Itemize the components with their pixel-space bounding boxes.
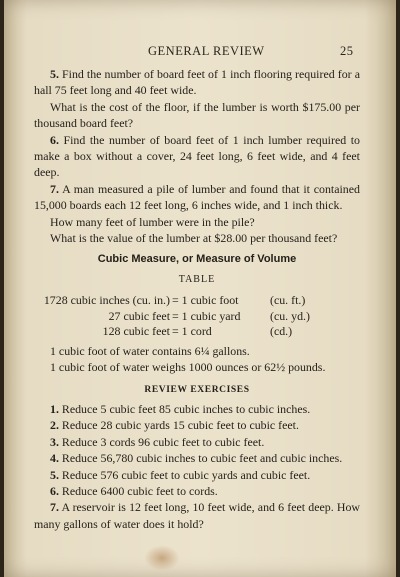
table-cell-left: 1728 cubic inches (cu. in.) xyxy=(43,293,170,308)
table-cell-left: 128 cubic feet xyxy=(102,324,170,339)
exercise-text: Reduce 5 cubic feet 85 cubic inches to cubic inches. xyxy=(61,402,311,416)
exercise-number: 6. xyxy=(50,484,59,499)
table-cell-left: 27 cubic feet xyxy=(108,308,170,323)
header-title: GENERAL REVIEW xyxy=(148,44,265,58)
exercise-number: 2. xyxy=(50,418,59,433)
measure-table xyxy=(40,292,360,339)
problem-number: 6. xyxy=(50,132,59,147)
exercises-heading: REVIEW EXERCISES xyxy=(144,384,250,395)
problem-number: 7. xyxy=(50,181,59,196)
problem-text: A man measured a pile of lumber and found that it contained 15,000 boards each 12 feet long, 6 inches wide, and 1 inch thick. xyxy=(34,181,360,213)
exercise-number: 7. xyxy=(50,500,59,515)
book-page xyxy=(4,0,396,577)
exercise-item xyxy=(34,499,360,532)
fact-line: 1 cubic foot of water contains 6¼ gallons. xyxy=(50,343,250,358)
exercise-number: 3. xyxy=(50,434,59,449)
exercise-text: Reduce 28 cubic yards 15 cubic feet to cubic feet. xyxy=(61,418,299,433)
exercise-number: 5. xyxy=(50,467,59,482)
exercise-number: 1. xyxy=(50,402,59,416)
table-row xyxy=(40,308,360,324)
problem-text: Find the number of board feet of 1 inch lumber required to make a box without a cover, 24 feet long, 6 feet wide, and 4 feet deep. xyxy=(34,132,360,180)
page-number: 25 xyxy=(340,44,354,58)
fact-line: 1 cubic foot of water weighs 1000 ounces or 62½ pounds. xyxy=(50,360,326,375)
problem-7 xyxy=(34,181,360,214)
exercise-item xyxy=(34,401,360,417)
exercise-item xyxy=(34,450,360,466)
exercise-text: Reduce 576 cubic feet to cubic yards and cubic feet. xyxy=(61,467,311,482)
table-row xyxy=(40,323,360,339)
problem-7-question-a: How many feet of lumber were in the pile? xyxy=(50,214,255,229)
table-label: TABLE xyxy=(178,273,216,285)
running-header xyxy=(4,44,396,60)
problem-6 xyxy=(34,132,360,181)
problem-5 xyxy=(34,66,360,99)
section-heading: Cubic Measure, or Measure of Volume xyxy=(97,253,297,266)
problem-5-question: What is the cost of the floor, if the lumber is worth $175.00 per thousand board feet? xyxy=(34,99,360,131)
problem-7-question-b: What is the value of the lumber at $28.00 per thousand feet? xyxy=(50,231,338,246)
table-cell-unit: (cu. ft.) xyxy=(270,293,306,308)
page-stain xyxy=(144,545,180,571)
exercise-text: Reduce 56,780 cubic inches to cubic feet and cubic inches. xyxy=(61,451,343,466)
exercise-text: Reduce 3 cords 96 cubic feet to cubic feet. xyxy=(61,434,265,449)
table-cell-unit: (cu. yd.) xyxy=(270,308,310,323)
table-cell-right: = 1 cord xyxy=(172,324,212,339)
exercise-item xyxy=(34,434,360,450)
exercise-text: Reduce 6400 cubic feet to cords. xyxy=(61,484,218,499)
table-cell-right: = 1 cubic yard xyxy=(172,308,241,323)
exercise-text: A reservoir is 12 feet long, 10 feet wide, and 6 feet deep. How many gallons of water does it hold? xyxy=(34,500,360,531)
problem-number: 5. xyxy=(50,67,59,81)
table-cell-right: = 1 cubic foot xyxy=(172,293,239,308)
problem-text: Find the number of board feet of 1 inch flooring required for a hall 75 feet long and 40 feet wide. xyxy=(34,67,360,98)
exercise-item xyxy=(34,417,360,433)
exercise-item xyxy=(34,483,360,499)
page-content xyxy=(34,66,360,532)
table-row xyxy=(40,292,360,308)
exercise-number: 4. xyxy=(50,451,59,466)
table-cell-unit: (cd.) xyxy=(270,324,293,339)
exercise-item xyxy=(34,467,360,483)
